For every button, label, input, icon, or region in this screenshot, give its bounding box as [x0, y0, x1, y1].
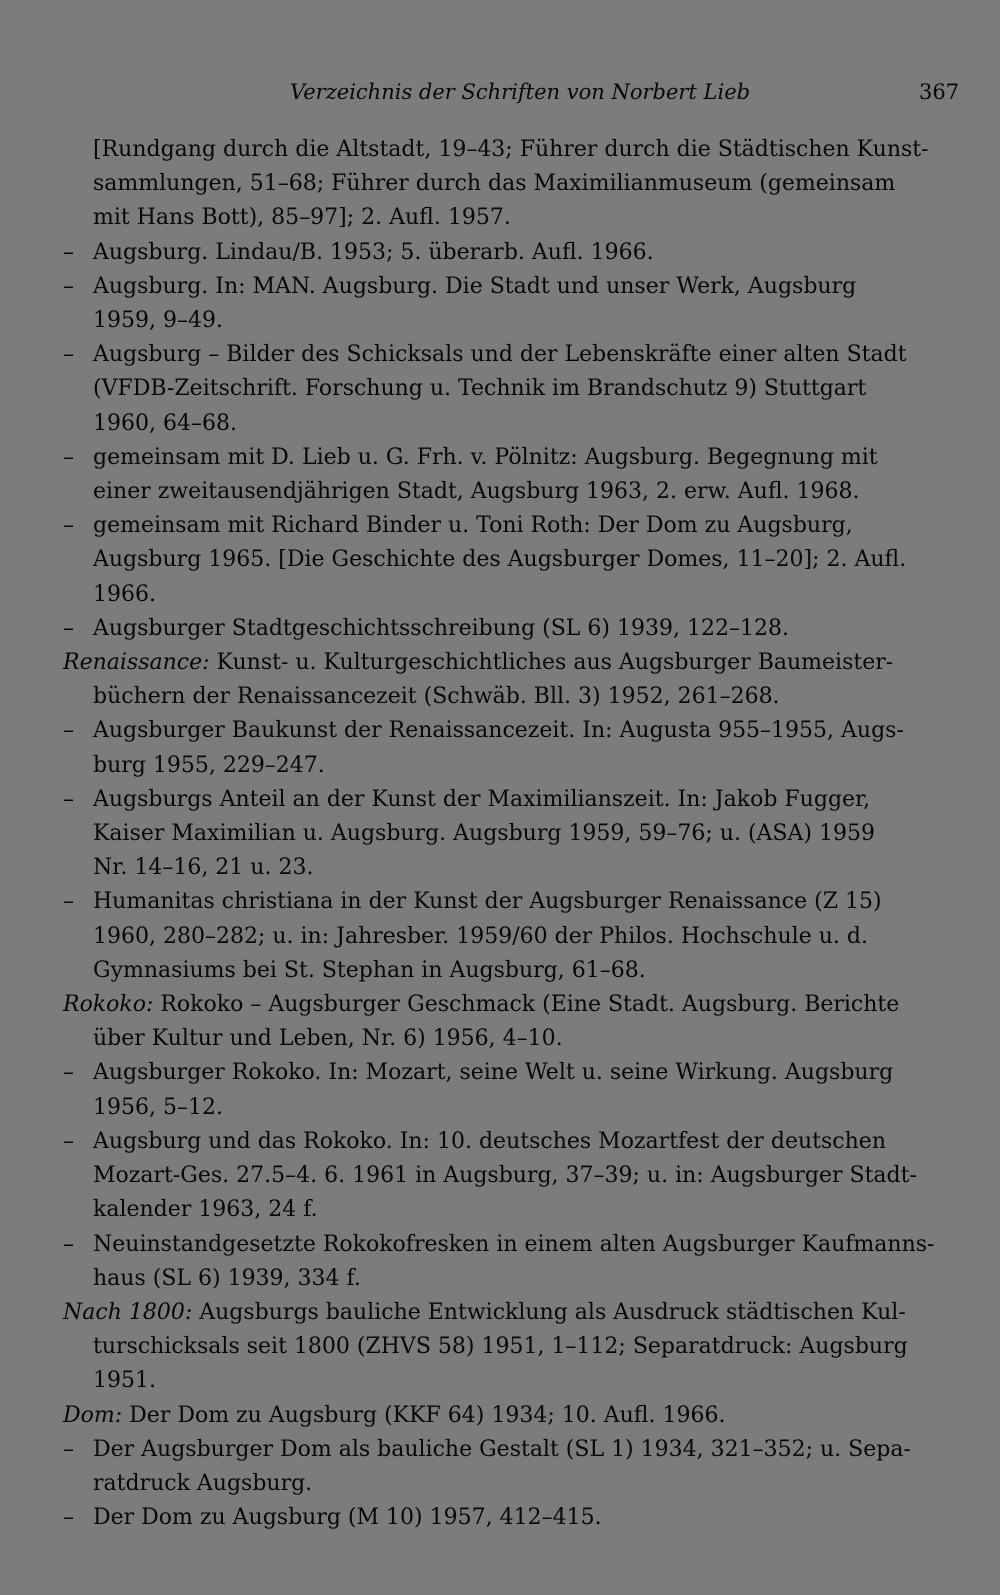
entry-line: 1966.	[93, 581, 156, 607]
bibliography-entry	[63, 1056, 957, 1124]
entry-line: Augsburg 1965. [Die Geschichte des Augsburger Domes, 11–20]; 2. Aufl.	[93, 547, 907, 573]
entry-line: sammlungen, 51–68; Führer durch das Maximilianmuseum (gemeinsam	[93, 171, 896, 197]
entry-line: [Rundgang durch die Altstadt, 19–43; Führer durch die Städtischen Kunst-	[93, 137, 929, 162]
entry-line: Mozart-Ges. 27.5–4. 6. 1961 in Augsburg, 37–39; u. in: Augsburger Stadt-	[93, 1163, 917, 1189]
section-label: Renaissance:	[63, 650, 210, 676]
entry-text: Kunst- u. Kulturgeschichtliches aus Augsburger Baumeister-	[209, 650, 894, 676]
bibliography-entry	[63, 509, 957, 612]
entry-line: 1960, 280–282; u. in: Jahresber. 1959/60 der Philos. Hochschule u. d.	[93, 923, 868, 949]
entry-line: – Augsburger Stadtgeschichtsschreibung (SL 6) 1939, 122–128.	[93, 615, 789, 641]
entry-line: 1960, 64–68.	[93, 410, 237, 436]
bibliography-entry	[63, 1501, 957, 1535]
entry-line: (VFDB-Zeitschrift. Forschung u. Technik im Brandschutz 9) Stuttgart	[93, 376, 867, 402]
entry-line: über Kultur und Leben, Nr. 6) 1956, 4–10.	[93, 1026, 563, 1052]
bibliography-entry	[63, 612, 957, 646]
bibliography-list	[63, 133, 957, 1535]
entry-line: – Augsburg. Lindau/B. 1953; 5. überarb. Aufl. 1966.	[93, 239, 654, 265]
entry-line: kalender 1963, 24 f.	[93, 1197, 318, 1223]
entry-text: Rokoko – Augsburger Geschmack (Eine Stadt. Augsburg. Berichte	[153, 992, 900, 1018]
page-number: 367	[919, 80, 960, 104]
section-entry	[63, 988, 957, 1056]
entry-line: Nr. 14–16, 21 u. 23.	[93, 855, 314, 881]
entry-line	[63, 988, 957, 1022]
entry-line	[63, 1399, 957, 1433]
entry-line: – gemeinsam mit Richard Binder u. Toni Roth: Der Dom zu Augsburg,	[93, 513, 853, 539]
entry-line: ratdruck Augsburg.	[93, 1470, 313, 1496]
entry-text: Der Dom zu Augsburg (KKF 64) 1934; 10. Aufl. 1966.	[122, 1402, 726, 1428]
entry-line: – Der Dom zu Augsburg (M 10) 1957, 412–415.	[93, 1505, 602, 1531]
entry-line: einer zweitausendjährigen Stadt, Augsburg 1963, 2. erw. Aufl. 1968.	[93, 479, 860, 505]
section-label: Dom:	[63, 1402, 123, 1428]
entry-line: Kaiser Maximilian u. Augsburg. Augsburg 1959, 59–76; u. (ASA) 1959	[93, 821, 875, 847]
entry-line: 1951.	[93, 1368, 156, 1394]
entry-line: mit Hans Bott), 85–97]; 2. Aufl. 1957.	[93, 205, 511, 231]
section-entry	[63, 1399, 957, 1433]
entry-line: – Augsburger Rokoko. In: Mozart, seine Welt u. seine Wirkung. Augsburg	[93, 1060, 894, 1086]
entry-line: 1959, 9–49.	[93, 308, 223, 334]
entry-line	[63, 646, 957, 680]
entry-line: – Augsburgs Anteil an der Kunst der Maximilianszeit. In: Jakob Fugger,	[93, 786, 871, 812]
bibliography-entry	[63, 714, 957, 782]
section-label: Rokoko:	[63, 992, 154, 1018]
entry-line: turschicksals seit 1800 (ZHVS 58) 1951, 1–112; Separatdruck: Augsburg	[93, 1334, 908, 1360]
entry-line	[63, 1296, 957, 1330]
entry-line: 1956, 5–12.	[93, 1094, 223, 1120]
section-entry	[63, 1296, 957, 1399]
entry-line: haus (SL 6) 1939, 334 f.	[93, 1265, 361, 1291]
entry-line: Gymnasiums bei St. Stephan in Augsburg, 61–68.	[93, 957, 646, 983]
bibliography-entry	[63, 441, 957, 509]
bibliography-entry	[63, 783, 957, 886]
running-title: Verzeichnis der Schriften von Norbert Lieb	[290, 80, 751, 104]
bibliography-entry	[63, 1125, 957, 1228]
entry-line: – Humanitas christiana in der Kunst der Augsburger Renaissance (Z 15)	[93, 889, 882, 915]
section-label: Nach 1800:	[63, 1299, 193, 1325]
bibliography-entry	[63, 338, 957, 441]
entry-line: – Augsburg. In: MAN. Augsburg. Die Stadt und unser Werk, Augsburg	[93, 273, 857, 299]
entry-text: Augsburgs bauliche Entwicklung als Ausdruck städtischen Kul-	[192, 1299, 906, 1325]
bibliography-entry	[63, 1228, 957, 1296]
entry-line: büchern der Renaissancezeit (Schwäb. Bll. 3) 1952, 261–268.	[93, 684, 780, 710]
bibliography-entry	[63, 885, 957, 988]
running-header	[0, 77, 1000, 107]
bibliography-entry	[63, 270, 957, 338]
section-entry	[63, 646, 957, 714]
bibliography-entry	[63, 133, 957, 236]
entry-line: – Neuinstandgesetzte Rokokofresken in einem alten Augsburger Kaufmanns-	[93, 1231, 935, 1257]
bibliography-entry	[63, 1433, 957, 1501]
entry-line: – Augsburg und das Rokoko. In: 10. deutsches Mozartfest der deutschen	[93, 1128, 886, 1154]
entry-line: – gemeinsam mit D. Lieb u. G. Frh. v. Pölnitz: Augsburg. Begegnung mit	[93, 444, 878, 470]
entry-line: – Der Augsburger Dom als bauliche Gestalt (SL 1) 1934, 321–352; u. Sepa-	[93, 1436, 911, 1462]
entry-line: burg 1955, 229–247.	[93, 752, 325, 778]
bibliography-entry	[63, 236, 957, 270]
entry-line: – Augsburg – Bilder des Schicksals und der Lebenskräfte einer alten Stadt	[93, 342, 907, 368]
entry-line: – Augsburger Baukunst der Renaissancezeit. In: Augusta 955–1955, Augs-	[93, 718, 904, 744]
